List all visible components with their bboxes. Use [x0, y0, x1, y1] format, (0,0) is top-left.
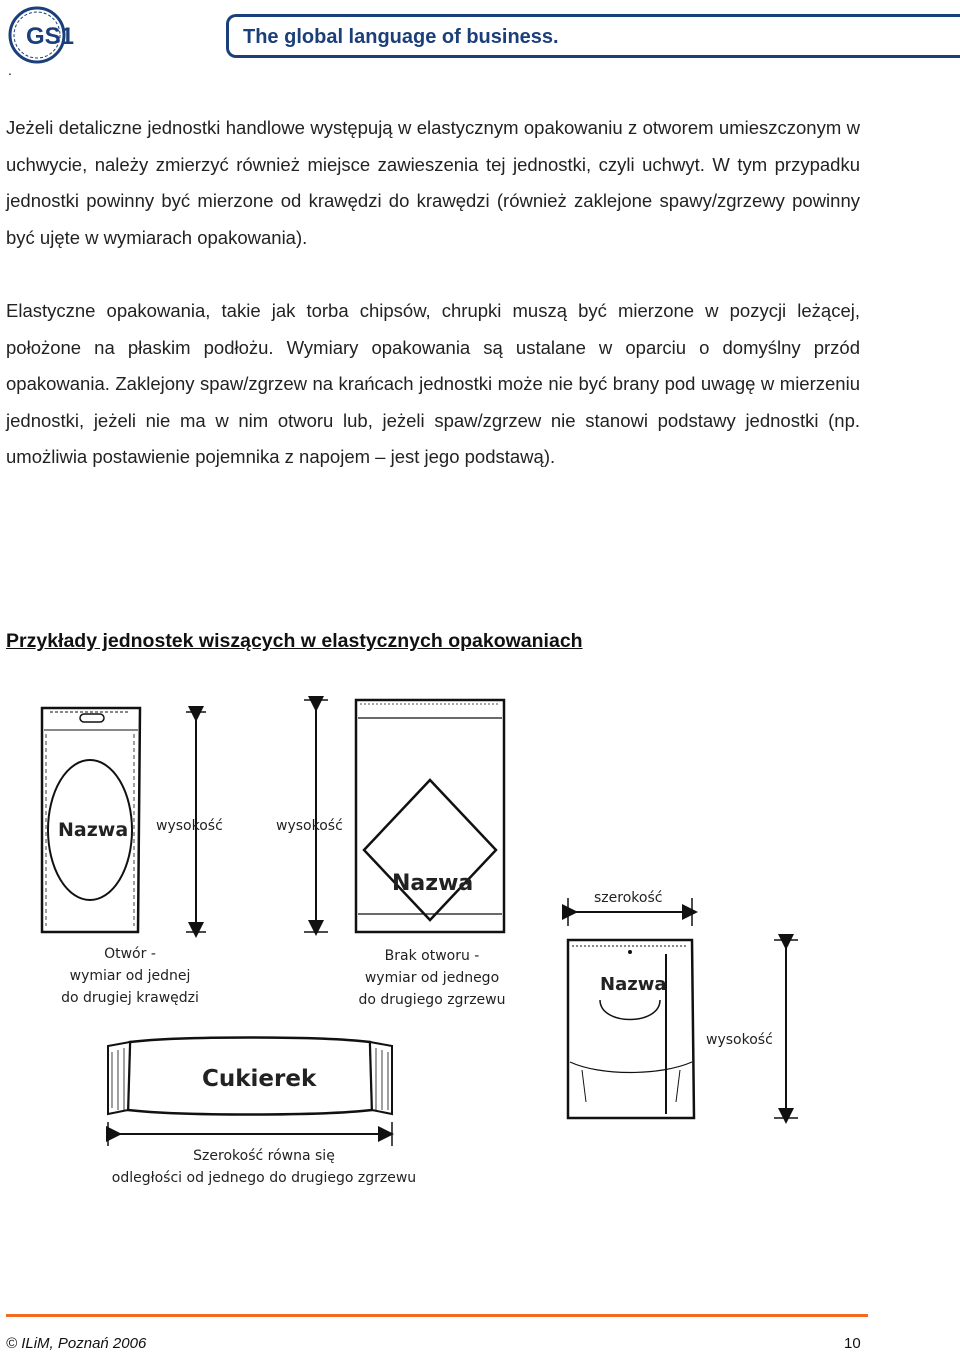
fig3-caption-1: Szerokość równa się: [193, 1148, 335, 1164]
gs1-logo: [6, 4, 88, 66]
fig2-caption-3: do drugiego zgrzewu: [358, 992, 506, 1008]
paragraph-flexible-packaging: Elastyczne opakowania, takie jak torba chipsów, chrupki muszą być mierzone w pozycji leżącej, położone na płaskim podłożu. Wymiary opakowania są ustalane w oparciu o domyślny przód opakowania. Zaklejony spaw/zgrzew na krańcach jednostki może nie być brany pod uwagę w mierzeniu jednostki, jeżeli nie ma w nim otworu lub, jeżeli spaw/zgrzew nie stanowi podstawy jednostki (np. umożliwia postawienie pojemnika z napojem – jest jego podstawą).: [6, 300, 860, 468]
fig1-product-label: Nazwa: [58, 819, 129, 841]
section-title: Przykłady jednostek wiszących w elastycznych opakowaniach: [6, 630, 583, 652]
fig1-height-label: wysokość: [156, 818, 223, 834]
fig4-product-label: Nazwa: [600, 974, 667, 995]
fig2-height-label: wysokość: [276, 818, 343, 834]
fig3-caption-2: odległości od jednego do drugiego zgrzewu: [111, 1170, 417, 1186]
fig4-width-label: szerokość: [594, 890, 663, 906]
header-marker: .: [8, 62, 12, 78]
fig1-caption-3: do drugiej krawędzi: [61, 990, 199, 1006]
tagline-banner: [226, 14, 960, 58]
footer-divider: [6, 1314, 868, 1317]
fig1-caption-2: wymiar od jednej: [69, 968, 191, 984]
fig2-product-label: Nazwa: [392, 871, 474, 896]
fig1-caption-1: Otwór -: [104, 946, 156, 962]
fig4-height-label: wysokość: [706, 1032, 773, 1048]
paragraph-hanging-units: Jeżeli detaliczne jednostki handlowe występują w elastycznym opakowaniu z otworem umieszczonym w uchwycie, należy zmierzyć również miejsce zawieszenia tej jednostki, czyli uchwyt. W tym przypadku jednostki powinny być mierzone od krawędzi do krawędzi (również zaklejone spawy/zgrzewy powinny być ujęte w wymiarach opakowania).: [6, 117, 860, 248]
figure-stand-up-pouch: [568, 890, 798, 1118]
figure-bag-with-hole: [42, 708, 223, 1006]
fig2-caption-1: Brak otworu -: [384, 948, 480, 964]
fig3-product-label: Cukierek: [202, 1066, 317, 1092]
fig2-caption-2: wymiar od jednego: [364, 970, 500, 986]
logo-text: GS1: [26, 23, 75, 50]
page-number: 10: [844, 1335, 861, 1352]
footer-copyright: © ILiM, Poznań 2006: [6, 1335, 147, 1352]
figure-candy-wrapper: [108, 1038, 416, 1187]
tagline: The global language of business.: [243, 26, 559, 48]
packaging-illustrations: [0, 690, 960, 1210]
figure-bag-without-hole: [276, 700, 506, 1008]
